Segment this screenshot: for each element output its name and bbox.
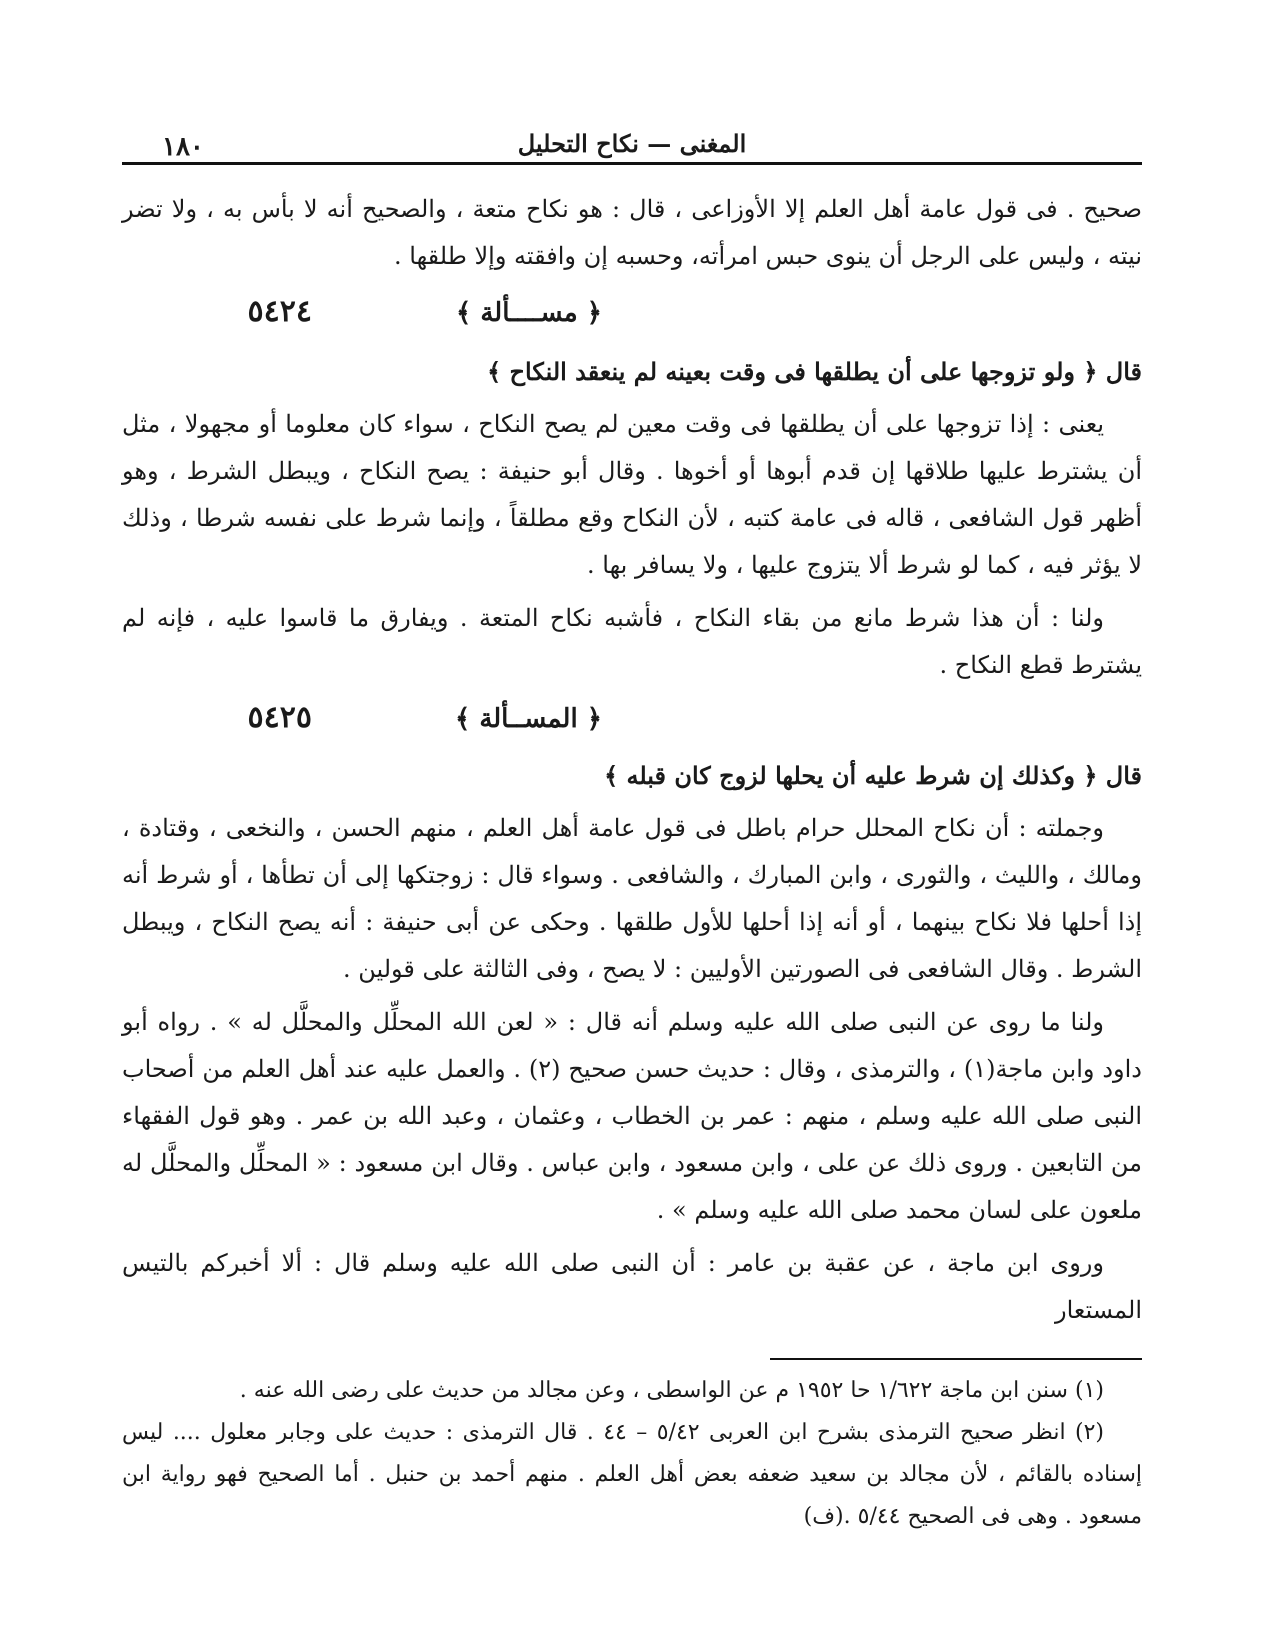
masala-title: ﴿ مســــألة ﴾ bbox=[456, 298, 602, 328]
paragraph: وروى ابن ماجة ، عن عقبة بن عامر : أن النبى صلى الله عليه وسلم قال : ألا أخبركم بالتيس المستعار bbox=[122, 1249, 1142, 1324]
masala-number: ٥٤٢٥ bbox=[247, 700, 312, 735]
running-title: المغنى — نكاح التحليل bbox=[517, 129, 747, 158]
paragraph: صحيح . فى قول عامة أهل العلم إلا الأوزاعى ، قال : هو نكاح متعة ، والصحيح أنه لا بأس به ، ولا تضر نيته ، وليس على الرجل أن ينوى حبس امرأته، وحسبه إن وافقته وإلا طلقها . bbox=[122, 195, 1142, 270]
text-block-2 bbox=[122, 348, 1142, 689]
paragraph: وجملته : أن نكاح المحلل حرام باطل فى قول عامة أهل العلم ، منهم الحسن ، والنخعى ، وقتادة ، ومالك ، والليث ، والثورى ، وابن المبارك ، والشافعى . وسواء قال : زوجتكها إلى أن تطأها ، أو شرط أنه إذا أحلها فلا نكاح بينهما ، أو أنه إذا أحلها للأول طلقها . وحكى عن أبى حنيفة : أنه يصح النكاح ، ويبطل الشرط . وقال الشافعى فى الصورتين الأوليين : لا يصح ، وفى الثالثة على قولين . bbox=[122, 814, 1142, 983]
paragraph: ولنا : أن هذا شرط مانع من بقاء النكاح ، فأشبه نكاح المتعة . ويفارق ما قاسوا عليه ، فإنه لم يشترط قطع النكاح . bbox=[122, 604, 1142, 679]
footnote-2: (٢) انظر صحيح الترمذى بشرح ابن العربى ٥/٤٢ – ٤٤ . قال الترمذى : حديث على وجابر معلول .... ليس إسناده بالقائم ، لأن مجالد بن سعيد ضعفه بعض أهل العلم . منهم أحمد بن حنبل . أما الصحيح فهو رواية ابن مسعود . وهى فى الصحيح ٥/٤٤ .(ف) bbox=[122, 1420, 1142, 1529]
paragraph: ولنا ما روى عن النبى صلى الله عليه وسلم أنه قال : « لعن الله المحلِّل والمحلَّل له » . رواه أبو داود وابن ماجة(١) ، والترمذى ، وقال : حديث حسن صحيح (٢) . والعمل عليه عند أهل العلم من أصحاب النبى صلى الله عليه وسلم ، منهم : عمر بن الخطاب ، وعثمان ، وعبد الله بن عمر . وهو قول الفقهاء من التابعين . وروى ذلك عن على ، وابن مسعود ، وابن عباس . وقال ابن مسعود : « المحلِّل والمحلَّل له ملعون على لسان محمد صلى الله عليه وسلم » . bbox=[122, 1008, 1142, 1224]
footnote-1: (١) سنن ابن ماجة ١/٦٢٢ حا ١٩٥٢ م عن الواسطى ، وعن مجالد من حديث على رضى الله عنه . bbox=[239, 1378, 1104, 1403]
masala-heading-5425 bbox=[122, 700, 1142, 748]
page-number: ١٨٠ bbox=[162, 132, 204, 162]
text-block-3 bbox=[122, 752, 1142, 1334]
text-block-1 bbox=[122, 186, 1142, 280]
masala-quote: قال ﴿ وكذلك إن شرط عليه أن يحلها لزوج كان قبله ﴾ bbox=[604, 761, 1142, 790]
masala-quote: قال ﴿ ولو تزوجها على أن يطلقها فى وقت بعينه لم ينعقد النكاح ﴾ bbox=[487, 357, 1142, 386]
footnote-divider bbox=[770, 1358, 1142, 1360]
masala-heading-5424 bbox=[122, 294, 1142, 342]
page-header bbox=[122, 120, 1142, 165]
masala-title: ﴿ المســألة ﴾ bbox=[455, 704, 602, 734]
masala-number: ٥٤٢٤ bbox=[247, 294, 312, 329]
paragraph: يعنى : إذا تزوجها على أن يطلقها فى وقت معين لم يصح النكاح ، سواء كان معلوما أو مجهولا ، مثل أن يشترط عليها طلاقها إن قدم أبوها أو أخوها . وقال أبو حنيفة : يصح النكاح ، ويبطل الشرط ، وهو أظهر قول الشافعى ، قاله فى عامة كتبه ، لأن النكاح وقع مطلقاً ، وإنما شرط على نفسه شرطا ، وذلك لا يؤثر فيه ، كما لو شرط ألا يتزوج عليها ، ولا يسافر بها . bbox=[122, 410, 1142, 579]
footnotes bbox=[122, 1370, 1142, 1538]
